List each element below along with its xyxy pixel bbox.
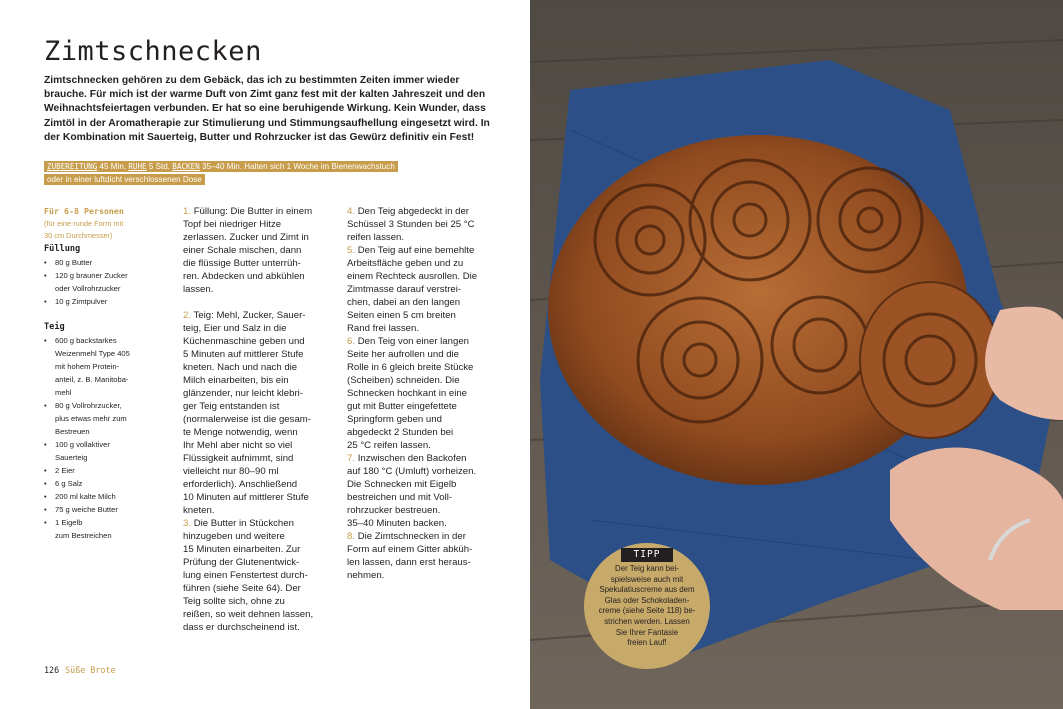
ingredient-item: • 75 g weiche Butter [44,503,170,516]
info-label-bake: BACKEN [172,162,200,171]
step-number: 3. [183,518,192,529]
ingredient-item: • 200 ml kalte Milch [44,490,170,503]
step-number: 1. [183,206,192,217]
info-label-prep: ZUBEREITUNG [47,162,98,171]
step-number: 2. [183,310,192,321]
ingredient-item: • 10 g Zimtpulver [44,295,170,308]
recipe-step: 3. Die Butter in Stückchen hinzugeben und weitere 15 Minuten einarbeiten. Zur Prüfung der Glutenentwick- lung einen Fenstertest durch- führen (siehe Seite 64). Der Teig sollte sich, ohne zu reißen, so weit dehnen lassen, dass er durchscheinend ist. [183,518,314,633]
ingredient-section-title: Teig [44,322,65,332]
ingredient-item: • 120 g brauner Zucker oder Vollrohrzucker [44,269,170,295]
recipe-step: 5. Den Teig auf eine bemehlte Arbeitsfläche geben und zu einem Rechteck ausrollen. Die Zimtmasse darauf verstrei- chen, dabei an den langen Seiten einen 5 cm breiten Rand frei lassen. [347,245,478,334]
recipe-step: 7. Inzwischen den Backofen auf 180 °C (Umluft) vorheizen. Die Schnecken mit Eigelb bestreichen und mit Voll- rohrzucker bestreuen. 35–40 Minuten backen. [347,453,477,529]
page-number: 126 [44,665,60,675]
info-bar [44,160,449,186]
section-gap [44,308,170,320]
ingredient-item: • 80 g Butter [44,256,170,269]
ingredients-subheading: 30 cm Durchmesser) [44,231,113,240]
section-name: Süße Brote [65,665,116,675]
ingredient-item: • 2 Eier [44,464,170,477]
torn-roll [860,282,1000,438]
info-line-1 [44,161,398,172]
ingredient-item: • 6 g Salz [44,477,170,490]
steps-column-2 [347,205,489,582]
info-line-2: oder in einer luftdicht verschlossenen Dose [44,174,205,185]
info-value-rest: 5 Std. [146,162,173,171]
ingredient-item: • 1 Eigelb zum Bestreichen [44,516,170,542]
info-storage: Halten sich 1 Woche im Bienenwachstuch [244,162,395,171]
recipe-step: 4. Den Teig abgedeckt in der Schüssel 3 Stunden bei 25 °C reifen lassen. [347,206,475,243]
recipe-step: 1. Füllung: Die Butter in einem Topf bei niedriger Hitze zerlassen. Zucker und Zimt in einer Schale mischen, dann die flüssige Butter unterrüh- ren. Abdecken und abkühlen lassen. [183,206,313,295]
step-number: 6. [347,336,356,347]
ingredients-heading: Für 6-8 Personen [44,206,124,216]
recipe-step: 6. Den Teig von einer langen Seite her aufrollen und die Rolle in 6 gleich breite Stücke (Scheiben) schneiden. Die Schnecken hochkant in eine gut mit Butter eingefettete Springform geben und abgedeckt 2 Stunden bei 25 °C reifen lassen. [347,336,474,451]
recipe-step: 2. Teig: Mehl, Zucker, Sauer- teig, Eier und Salz in die Küchenmaschine geben und 5 Minuten auf mittlerer Stufe kneten. Nach und nach die Milch einarbeiten, bis ein glänzender, nur leicht klebri- ger Teig entstanden ist (normalerweise ist die gesam- te Menge notwendig, wenn Ihr Mehl aber nicht so viel Flüssigkeit aufnimmt, sind vielleicht nur 80–90 ml erforderlich). Anschließend 10 Minuten auf mittlerer Stufe kneten. [183,310,311,516]
steps-column-1 [183,205,329,634]
info-value-bake: 35–40 Min. [199,162,245,171]
page-footer [44,665,116,675]
ingredient-item: • 80 g Vollrohrzucker, plus etwas mehr zum Bestreuen [44,399,170,438]
info-label-rest: RUHE [128,162,147,171]
left-page [0,0,528,709]
ingredients-column [44,205,170,542]
ingredient-item: • 100 g vollaktiver Sauerteig [44,438,170,464]
tip-badge [584,543,710,669]
ingredient-list [44,334,170,542]
step-number: 7. [347,453,356,464]
recipe-intro: Zimtschnecken gehören zu dem Gebäck, das ich zu bestimmten Zeiten immer wieder brauche. Für mich ist der warme Duft von Zimt ganz fest mit der kalten Jahreszeit und den Weihnachtsfeiertagen verbunden. Er hat so eine beruhigende Wirkung. Kein Wunder, dass Zimtöl in der Aromatherapie zur Stimulierung und Stimmungsaufhellung eingesetzt wird. In der Kombination mit Sauerteig, Butter und Rohrzucker ist das Gewürz definitiv ein Fest! [44,75,490,143]
step-number: 5. [347,245,356,256]
tip-text: Der Teig kann bei- spielsweise auch mit Spekulatiuscreme aus dem Glas oder Schokoladen- creme (siehe Seite 118) be- strichen werden. Lassen Sie Ihrer Fantasie freien Lauf! [598,564,696,648]
ingredient-section-title: Füllung [44,244,81,254]
ingredient-list [44,256,170,308]
step-gap [183,296,329,309]
step-number: 4. [347,206,356,217]
info-value-prep: 45 Min. [97,162,129,171]
recipe-step: 8. Die Zimtschnecken in der Form auf einem Gitter abküh- len lassen, dann erst heraus- nehmen. [347,531,473,581]
tip-label: TIPP [621,548,673,562]
ingredient-item: • 600 g backstarkes Weizenmehl Type 405 mit hohem Protein- anteil, z. B. Manitoba- mehl [44,334,170,399]
recipe-title: Zimtschnecken [44,36,262,67]
step-number: 8. [347,531,356,542]
ingredients-subheading: (für eine runde Form mit [44,219,124,228]
